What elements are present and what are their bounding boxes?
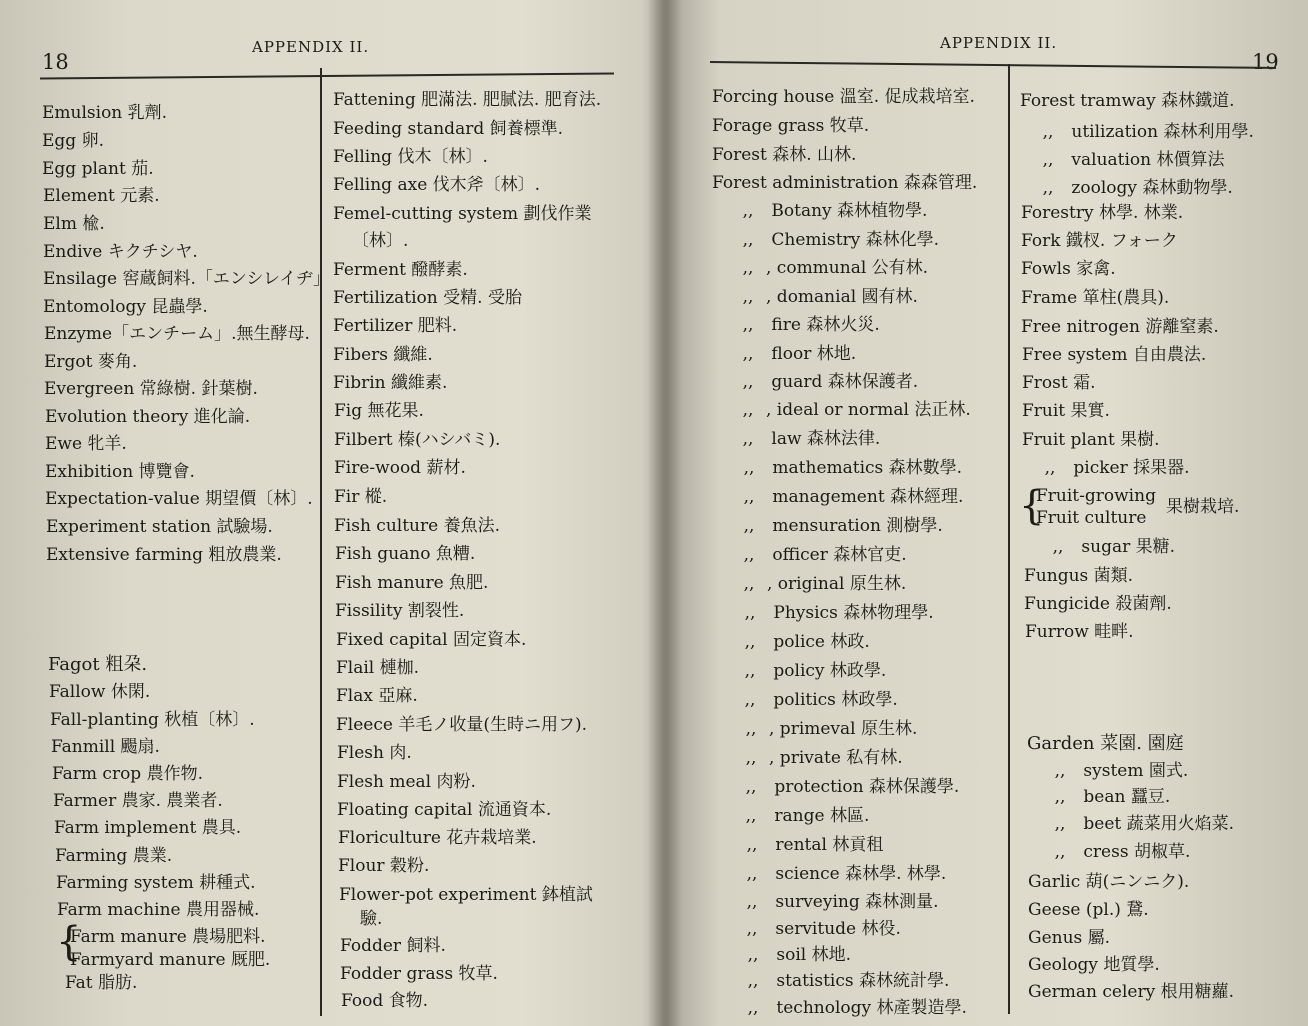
ditto-mark: ,,	[1042, 150, 1054, 170]
entry: Fertilizer 肥料.	[333, 316, 458, 336]
entry: Fodder 飼料.	[340, 936, 446, 956]
entry: Evergreen 常綠樹. 針葉樹.	[44, 379, 258, 399]
entry: Egg 卵.	[42, 131, 104, 151]
entry: Fall-planting 秋植〔林〕.	[50, 710, 255, 730]
entry: Forage grass 牧草.	[712, 116, 870, 136]
entry: Farm manure 農場肥料.	[70, 927, 266, 947]
ditto-mark: ,,	[743, 487, 755, 507]
entry: ,, protection 森林保護學.	[733, 777, 959, 797]
ditto-mark: ,,	[743, 574, 755, 594]
ditto-mark: ,,	[742, 201, 754, 221]
entry: ,, floor 林地.	[730, 344, 856, 364]
entry: Expectation-value 期望價〔林〕.	[45, 489, 313, 509]
entry: Farmyard manure 厩肥.	[70, 950, 271, 970]
entry: Experiment station 試驗場.	[46, 517, 273, 537]
entry: Fork 鐵杈. フォーク	[1021, 231, 1178, 251]
entry: ,, politics 林政學.	[732, 690, 898, 710]
entry: ,, fire 森林火災.	[730, 315, 880, 335]
entry: Fish culture 養魚法.	[334, 516, 500, 536]
ditto-mark: ,,	[744, 690, 756, 710]
ditto-mark: ,,	[1042, 178, 1054, 198]
ditto-mark: ,,	[1044, 458, 1056, 478]
entry: ,, servitude 林役.	[734, 919, 901, 939]
ditto-mark: ,,	[745, 806, 757, 826]
ditto-mark: ,,	[742, 230, 754, 250]
entry: ,, valuation 林價算法	[1030, 150, 1225, 170]
entry: ,, surveying 森林測量.	[734, 892, 939, 912]
column-divider	[320, 68, 322, 1016]
entry: Fallow 休閑.	[49, 682, 151, 702]
entry: Fungus 菌類.	[1024, 566, 1134, 586]
entry: ,, zoology 森林動物學.	[1030, 178, 1233, 198]
entry: Fruit-growing	[1036, 486, 1156, 506]
entry: Flesh meal 肉粉.	[337, 772, 476, 792]
entry: ,, rental 林貢租	[734, 835, 883, 855]
ditto-mark: ,,	[1042, 122, 1054, 142]
entry: Exhibition 博覽會.	[45, 462, 195, 482]
entry: ,, beet 蔬菜用火焰菜.	[1042, 814, 1234, 834]
entry: Ewe 牝羊.	[45, 434, 127, 454]
entry: Frost 霜.	[1022, 373, 1096, 393]
entry: Flour 穀粉.	[338, 856, 430, 876]
entry: Frame 箪柱(農具).	[1021, 288, 1170, 308]
entry: Floriculture 花卉栽培業.	[338, 828, 537, 848]
entry: Fir 樅.	[334, 487, 388, 507]
entry: ,, utilization 森林利用學.	[1030, 122, 1254, 142]
entry: ,, science 森林學. 林學.	[734, 864, 946, 884]
entry: ,, , domanial 國有林.	[730, 287, 918, 307]
entry: ,, mensuration 測樹學.	[731, 516, 943, 536]
entry: Fodder grass 牧草.	[340, 964, 498, 984]
entry: Fibers 纖維.	[333, 345, 433, 365]
ditto-mark: ,,	[742, 315, 754, 335]
entry: Fire-wood 薪材.	[334, 458, 466, 478]
entry: Elm 楡.	[43, 214, 105, 234]
entry: Fruit 果實.	[1022, 401, 1110, 421]
entry: ,, management 森林經理.	[731, 487, 963, 507]
entry: Enzyme「エンチーム」.無生酵母.	[44, 324, 310, 344]
book-gutter	[648, 0, 682, 1026]
entry: Fish manure 魚肥.	[335, 573, 489, 593]
entry: Flower-pot experiment 鉢植試	[339, 885, 593, 905]
entry: Forcing house 溫室. 促成栽培室.	[712, 87, 975, 107]
ditto-mark: ,,	[747, 998, 759, 1018]
entry: ,, officer 森林官吏.	[731, 545, 907, 565]
ditto-mark: ,,	[743, 545, 755, 565]
ditto-mark: ,,	[1052, 537, 1064, 557]
entry: Farm machine 農用器械.	[57, 900, 260, 920]
entry: Farming system 耕種式.	[56, 873, 256, 893]
entry: Farm implement 農具.	[54, 818, 242, 838]
entry: Fagot 粗朶.	[48, 654, 148, 675]
entry: ,, soil 林地.	[735, 945, 851, 965]
ditto-mark: ,,	[744, 632, 756, 652]
ditto-mark: ,,	[746, 919, 758, 939]
entry: Free system 自由農法.	[1022, 345, 1207, 365]
column-divider	[1008, 64, 1010, 1014]
entry: Ensilage 窖蔵飼料.「エンシレイヂ」	[43, 269, 331, 289]
entry: ,, , private 私有林.	[733, 748, 903, 768]
entry: Forestry 林學. 林業.	[1021, 203, 1184, 223]
entry: Farm crop 農作物.	[52, 764, 203, 784]
page-number: 18	[42, 50, 69, 74]
ditto-mark: ,,	[1054, 787, 1066, 807]
entry: ,, , original 原生林.	[731, 574, 906, 594]
entry: ,, guard 森林保護者.	[730, 372, 918, 392]
ditto-mark: ,,	[742, 429, 754, 449]
entry: Femel-cutting system 劃伐作業	[333, 204, 592, 224]
entry: Fleece 羊毛ノ收量(生時ニ用フ).	[336, 715, 588, 735]
entry: Fungicide 殺菌劑.	[1024, 594, 1172, 614]
entry: Floating capital 流通資本.	[337, 800, 552, 820]
entry: Fruit culture	[1036, 508, 1147, 528]
brace-glyph: {	[56, 919, 82, 965]
ditto-mark: ,,	[744, 661, 756, 681]
entry: Garlic 葫(ニンニク).	[1028, 872, 1190, 892]
entry: Extensive farming 粗放農業.	[46, 545, 282, 565]
entry: Forest administration 森森管理.	[712, 173, 978, 193]
ditto-mark: ,,	[742, 372, 754, 392]
entry: ,, system 園式.	[1042, 761, 1188, 781]
header-rule	[710, 61, 1276, 69]
ditto-mark: ,,	[742, 400, 754, 420]
entry: Feeding standard 飼養標準.	[333, 119, 564, 139]
entry: Food 食物.	[341, 991, 429, 1011]
ditto-mark: ,,	[743, 458, 755, 478]
entry: Flail 槤枷.	[336, 658, 420, 678]
ditto-mark: ,,	[746, 864, 758, 884]
ditto-mark: ,,	[1054, 761, 1066, 781]
entry: Evolution theory 進化論.	[45, 407, 251, 427]
entry: ,, cress 胡椒草.	[1042, 842, 1190, 862]
entry: Fat 脂肪.	[65, 973, 138, 993]
entry: Fattening 肥滿法. 肥腻法. 肥育法.	[333, 90, 602, 110]
ditto-mark: ,,	[745, 777, 757, 797]
ditto-mark: ,,	[742, 344, 754, 364]
entry: ,, policy 林政學.	[732, 661, 886, 681]
entry: Fissility 割裂性.	[335, 601, 465, 621]
entry: Fowls 家禽.	[1021, 259, 1116, 279]
entry: Free nitrogen 游離窒素.	[1021, 317, 1219, 337]
entry: Fixed capital 固定資本.	[336, 630, 527, 650]
entry: ,, Physics 森林物理學.	[732, 603, 934, 623]
entry: Felling axe 伐木斧〔林〕.	[333, 175, 541, 195]
entry: Forest tramway 森林鐵道.	[1020, 91, 1235, 111]
entry: Fish guano 魚糟.	[335, 544, 476, 564]
brace-glyph: {	[1019, 483, 1045, 529]
entry: Garden 菜園. 園庭	[1027, 733, 1184, 754]
entry: 驗.	[360, 909, 383, 929]
ditto-mark: ,,	[1054, 814, 1066, 834]
entry: Felling 伐木〔林〕.	[333, 147, 488, 167]
entry: ,, police 林政.	[732, 632, 870, 652]
entry: ,, Botany 森林植物學.	[730, 201, 927, 221]
entry: Flesh 肉.	[337, 743, 412, 763]
ditto-mark: ,,	[746, 835, 758, 855]
ditto-mark: ,,	[744, 603, 756, 623]
entry: Flax 亞麻.	[336, 686, 418, 706]
entry: Ergot 麥角.	[44, 352, 138, 372]
entry: Farmer 農家. 農業者.	[53, 791, 223, 811]
entry: Endive キクチシヤ.	[43, 242, 198, 262]
entry: Filbert 榛(ハシバミ).	[334, 430, 501, 450]
running-head: APPENDIX II.	[940, 34, 1058, 52]
entry: Genus 屬.	[1028, 928, 1111, 948]
entry: Entomology 昆蟲學.	[43, 297, 208, 317]
ditto-mark: ,,	[746, 892, 758, 912]
entry: Farming 農業.	[55, 846, 173, 866]
ditto-mark: ,,	[747, 945, 759, 965]
ditto-mark: ,,	[743, 516, 755, 536]
entry: ,, , ideal or normal 法正林.	[730, 400, 971, 420]
entry: ,, mathematics 森林數學.	[731, 458, 962, 478]
entry: Geology 地質學.	[1028, 955, 1160, 975]
entry: ,, range 林區.	[733, 806, 869, 826]
entry: German celery 根用糖蘿.	[1028, 982, 1234, 1002]
entry: Geese (pl.) 鵞.	[1028, 900, 1149, 920]
entry: Element 元素.	[43, 186, 160, 206]
entry: ,, bean 蠶豆.	[1042, 787, 1170, 807]
ditto-mark: ,,	[747, 971, 759, 991]
entry: ,, , primeval 原生林.	[733, 719, 917, 739]
entry: 果樹栽培.	[1166, 497, 1240, 517]
entry: Forest 森林. 山林.	[712, 145, 857, 165]
entry: Fertilization 受精. 受胎	[333, 288, 522, 308]
entry: ,, picker 採果器.	[1032, 458, 1190, 478]
entry: Fanmill 颺扇.	[51, 737, 160, 757]
entry: ,, sugar 果糖.	[1040, 537, 1175, 557]
entry: Emulsion 乳劑.	[42, 103, 168, 123]
header-rule	[40, 72, 614, 79]
entry: ,, Chemistry 森林化學.	[730, 230, 939, 250]
entry: ,, statistics 森林統計學.	[735, 971, 949, 991]
page-number: 19	[1252, 50, 1279, 74]
ditto-mark: ,,	[745, 719, 757, 739]
entry: Fibrin 纖維素.	[333, 373, 448, 393]
entry: Fig 無花果.	[334, 401, 424, 421]
ditto-mark: ,,	[745, 748, 757, 768]
entry: ,, technology 林產製造學.	[735, 998, 967, 1018]
entry: ,, law 森林法律.	[730, 429, 880, 449]
ditto-mark: ,,	[1054, 842, 1066, 862]
entry: 〔林〕.	[352, 231, 409, 251]
ditto-mark: ,,	[742, 258, 754, 278]
entry: Furrow 畦畔.	[1025, 622, 1134, 642]
entry: Fruit plant 果樹.	[1022, 430, 1160, 450]
running-head: APPENDIX II.	[252, 38, 370, 56]
entry: Egg plant 茄.	[42, 159, 154, 179]
entry: ,, , communal 公有林.	[730, 258, 928, 278]
entry: Ferment 醱酵素.	[333, 260, 468, 280]
ditto-mark: ,,	[742, 287, 754, 307]
